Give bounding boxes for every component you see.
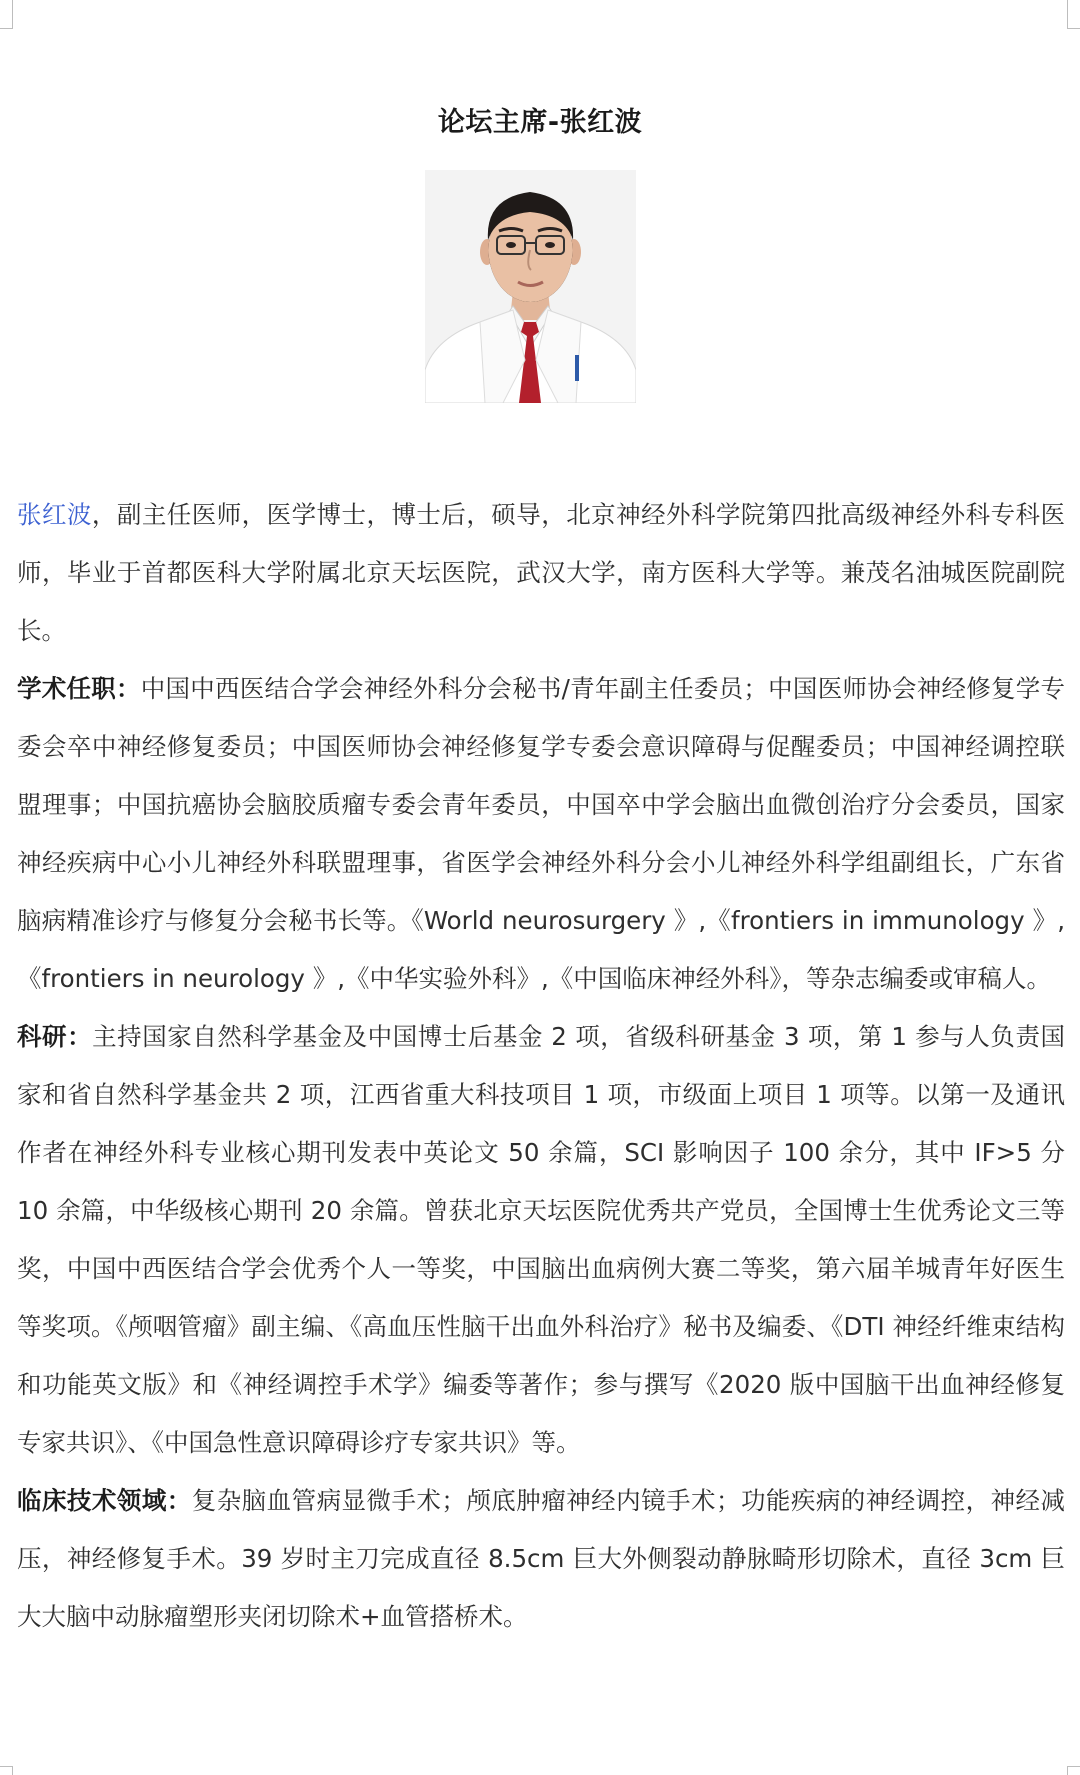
clinical-label: 临床技术领域： — [17, 1486, 192, 1515]
page-title: 论坛主席-张红波 — [437, 107, 643, 138]
clinical-text: 复杂脑血管病显微手术；颅底肿瘤神经内镜手术；功能疾病的神经调控，神经减压，神经修复手术。39 岁时主刀完成直径 8.5cm 巨大外侧裂动静脉畸形切除术，直径 3cm 巨大大脑中动脉瘤塑形夹闭切除术+血管搭桥术。 — [17, 1486, 1066, 1631]
academic-text: 中国中西医结合学会神经外科分会秘书/青年副主任委员；中国医师协会神经修复学专委会卒中神经修复委员；中国医师协会神经修复学专委会意识障碍与促醒委员；中国神经调控联盟理事；中国抗癌协会脑胶质瘤专委会青年委员，中国卒中学会脑出血微创治疗分会委员，国家神经疾病中心小儿神经外科联盟理事，省医学会神经外科分会小儿神经外科学组副组长，广东省脑病精准诊疗与修复分会秘书长等。《World neurosurgery 》,《frontiers in immunology 》,《frontiers in neurology 》,《中华实验外科》,《中国临床神经外科》，等杂志编委或审稿人。 — [17, 674, 1065, 993]
research-text: 主持国家自然科学基金及中国博士后基金 2 项，省级科研基金 3 项，第 1 参与人负责国家和省自然科学基金共 2 项，江西省重大科技项目 1 项，市级面上项目 1 项等。以第一及通讯作者在神经外科专业核心期刊发表中英论文 50 余篇，SCI 影响因子 100 余分，其中 IF>5 分 10 余篇，中华级核心期刊 20 余篇。曾获北京天坛医院优秀共产党员，全国博士生优秀论文三等奖，中国中西医结合学会优秀个人一等奖，中国脑出血病例大赛二等奖，第六届羊城青年好医生等奖项。《颅咽管瘤》副主编、《高血压性脑干出血外科治疗》秘书及编委、《DTI 神经纤维束结构和功能英文版》和《神经调控手术学》编委等著作；参与撰写《2020 版中国脑干出血神经修复专家共识》、《中国急性意识障碍诊疗专家共识》等。 — [17, 1022, 1065, 1457]
academic-paragraph — [17, 660, 1065, 1008]
academic-label: 学术任职： — [17, 674, 141, 703]
crop-mark-bottom-right — [1067, 1766, 1080, 1775]
doctor-portrait-image — [425, 170, 636, 403]
doctor-name-link[interactable]: 张红波 — [17, 500, 92, 529]
intro-paragraph — [17, 486, 1065, 660]
research-paragraph — [17, 1008, 1065, 1472]
crop-mark-top-left — [0, 0, 13, 29]
crop-mark-top-right — [1067, 0, 1080, 29]
intro-text: ，副主任医师，医学博士，博士后，硕导，北京神经外科学院第四批高级神经外科专科医师，毕业于首都医科大学附属北京天坛医院，武汉大学，南方医科大学等。兼茂名油城医院副院长。 — [17, 500, 1065, 645]
biography-content — [17, 486, 1065, 1646]
clinical-paragraph — [17, 1472, 1065, 1646]
research-label: 科研： — [17, 1022, 93, 1051]
crop-mark-bottom-left — [0, 1766, 13, 1775]
